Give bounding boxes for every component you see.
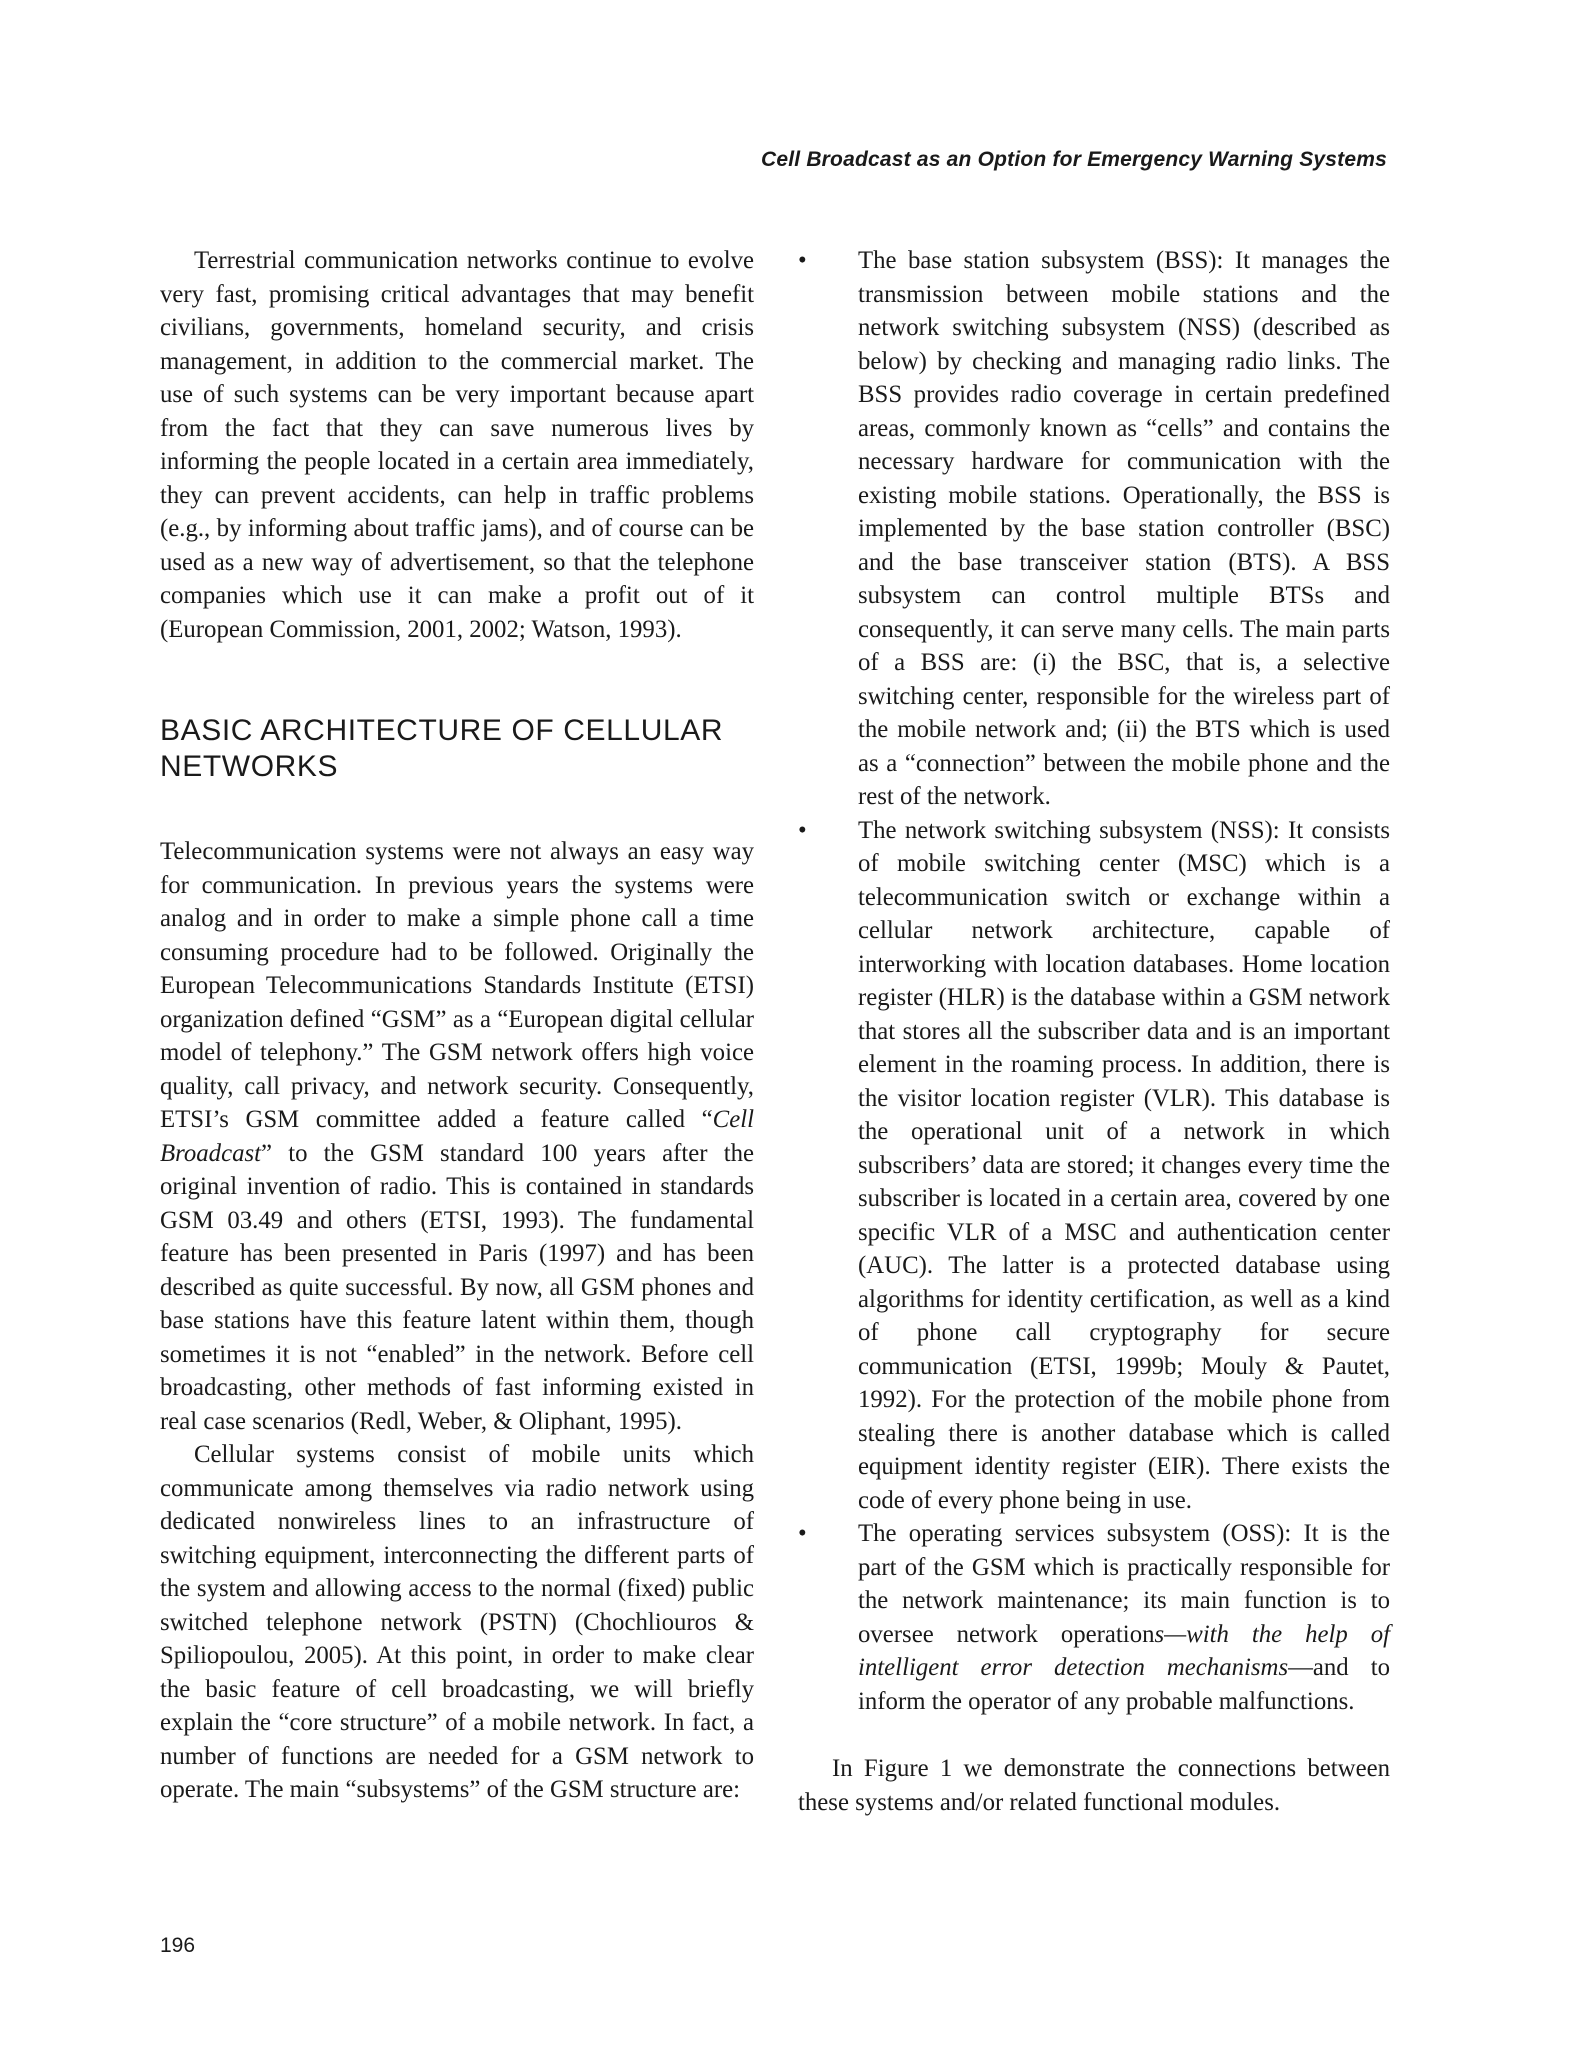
bullet-icon: • bbox=[798, 247, 807, 274]
subsystem-list bbox=[798, 244, 1390, 1718]
gsm-history-text-b: ” to the GSM standard 100 years after the original invention of radio. This is contained in standards GSM 03.49 and others (ETSI, 1993). The fundamental feature has been presented in Paris (1997) and has been described as quite successful. By now, all GSM phones and base stations have this feature latent within them, though sometimes it is not “enabled” in the network. Before cell broadcasting, other methods of fast informing existed in real case scenarios (Redl, Weber, & Oliphant, 1995). bbox=[160, 1139, 754, 1435]
gsm-history-text-a: Telecommunication systems were not always an easy way for communication. In previous years the systems were analog and in order to make a simple phone call a time consuming procedure had to be followed. Originally the European Telecommunications Standards Institute (ETSI) organization defined “GSM” as a “European digital cellular model of telephony.” The GSM network offers high voice quality, call privacy, and network security. Consequently, ETSI’s GSM committee added a feature called “ bbox=[160, 838, 754, 1133]
right-column bbox=[798, 244, 1390, 1819]
bullet-icon: • bbox=[798, 1520, 807, 1547]
oss-text-a: The operating services subsystem (OSS): It is the part of the GSM which is practically responsible for the network maintenance; its main function is to oversee network operation bbox=[858, 1520, 1390, 1648]
intro-paragraph: Terrestrial communication networks continue to evolve very fast, promising critical advantages that may benefit civilians, governments, homeland security, and crisis management, in addition to the commercial market. The use of such systems can be very important because apart from the fact that they can save numerous lives by informing the people located in a certain area immediately, they can prevent accidents, can help in traffic problems (e.g., by informing about traffic jams), and of course can be used as a new way of advertisement, so that the telephone companies which use it can make a profit out of it (European Commission, 2001, 2002; Watson, 1993). bbox=[160, 247, 754, 643]
oss-emphasis: s—with the help of intelligent error detection mechanisms bbox=[858, 1620, 1390, 1681]
nss-text: The network switching subsystem (NSS): It consists of mobile switching center (MSC) which is a telecommunication switch or exchange within a cellular network architecture, capable of interworking with location databases. Home location register (HLR) is the database within a GSM network that stores all the subscriber data and is an important element in the roaming process. In addition, there is the visitor location register (VLR). This database is the operational unit of a network in which subscribers’ data are stored; it changes every time the subscriber is located in a certain area, covered by one specific VLR of a MSC and authentication center (AUC). The latter is a protected database using algorithms for identity certification, as well as a kind of phone call cryptography for secure communication (ETSI, 1999b; Mouly & Pautet, 1992). For the protection of the mobile phone from stealing there is another database which is called equipment identity register (EIR). There exists the code of every phone being in use. bbox=[858, 816, 1390, 1514]
figure-reference-paragraph: In Figure 1 we demonstrate the connections between these systems and/or related functional modules. bbox=[798, 1755, 1390, 1816]
oss-text-b: —and to inform the operator of any probable malfunctions. bbox=[858, 1654, 1391, 1715]
bullet-icon: • bbox=[798, 816, 807, 844]
bss-text: The base station subsystem (BSS): It manages the transmission between mobile stations and the network switching subsystem (NSS) (described as below) by checking and managing radio links. The BSS provides radio coverage in certain predefined areas, commonly known as “cells” and contains the necessary hardware for communication with the existing mobile stations. Operationally, the BSS is implemented by the base station controller (BSC) and the base transceiver station (BTS). A BSS subsystem can control multiple BTSs and consequently, it can serve many cells. The main parts of a BSS are: (i) the BSC, that is, a selective switching center, responsible for the wireless part of the mobile network and; (ii) the BTS which is used as a “connection” between the mobile phone and the rest of the network. bbox=[858, 247, 1390, 810]
list-item-oss bbox=[798, 1517, 1390, 1718]
list-item-nss bbox=[798, 814, 1390, 1518]
list-item-bss bbox=[798, 244, 1390, 814]
left-column bbox=[160, 244, 754, 1807]
cell-broadcast-term: Cell Broadcast bbox=[160, 1106, 754, 1167]
running-head: Cell Broadcast as an Option for Emergency Warning Systems bbox=[760, 148, 1387, 171]
section-heading: BASIC ARCHITECTURE OF CELLULAR NETWORKS bbox=[160, 714, 724, 783]
cellular-systems-paragraph: Cellular systems consist of mobile units which communicate among themselves via radio network using dedicated nonwireless lines to an infrastructure of switching equipment, interconnecting the different parts of the system and allowing access to the normal (fixed) public switched telephone network (PSTN) (Chochliouros & Spiliopoulou, 2005). At this point, in order to make clear the basic feature of cell broadcasting, we will briefly explain the “core structure” of a mobile network. In fact, a number of functions are needed for a GSM network to operate. The main “subsystems” of the GSM structure are: bbox=[160, 1441, 754, 1803]
page-number: 196 bbox=[160, 1934, 196, 1957]
gsm-history-paragraph bbox=[160, 835, 754, 1438]
